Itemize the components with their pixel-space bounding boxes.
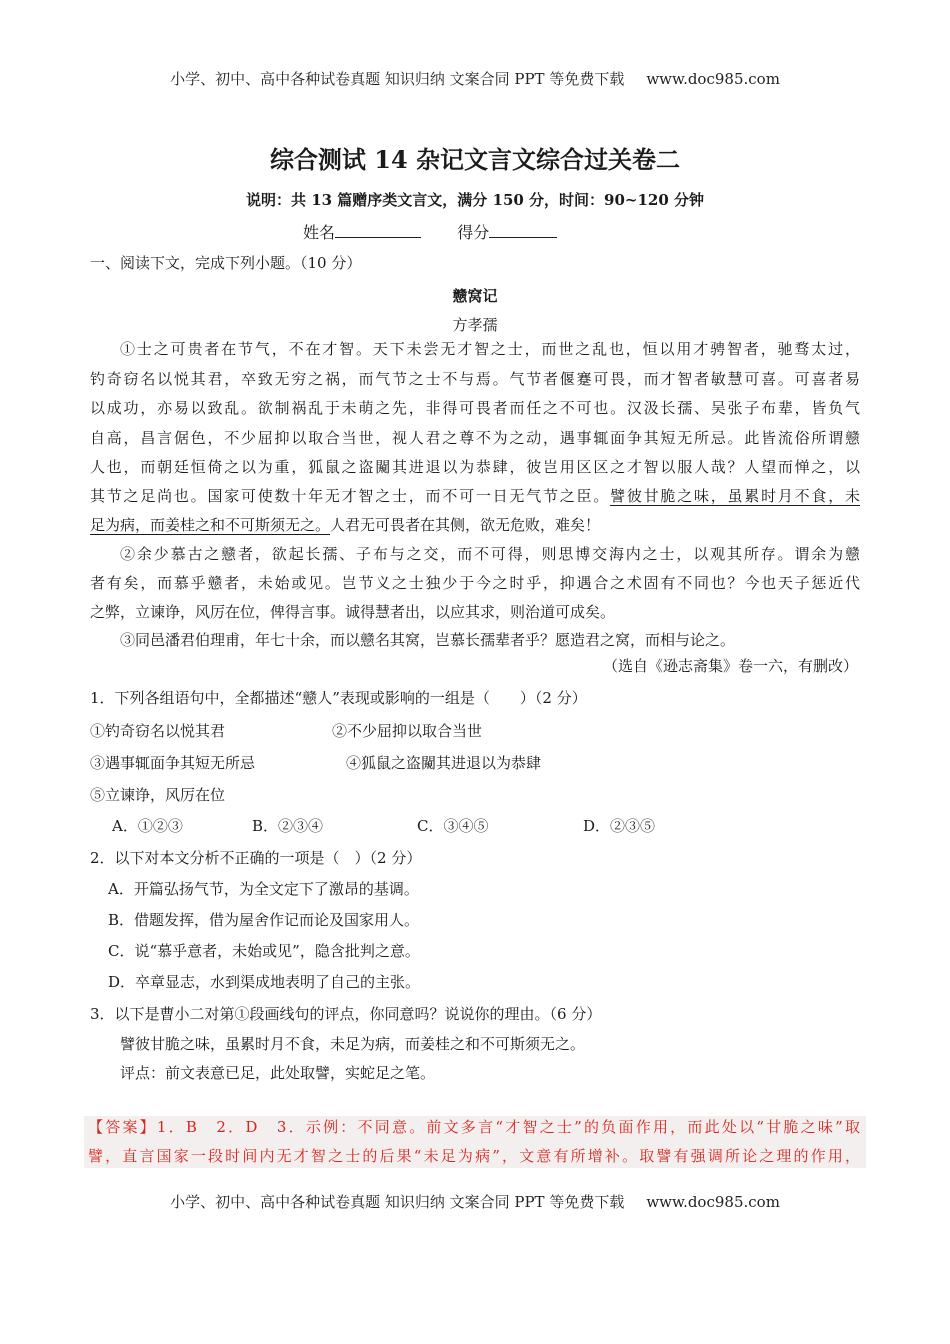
q1-option-d[interactable]: D．②③⑤ (583, 817, 656, 835)
q1-item: ③遇事辄面争其短无所忌 (90, 754, 256, 772)
passage-line: 钓奇窃名以悦其君，卒致无穷之祸，而气节之士不与焉。气节者偃蹇可畏，而才智者敏慧可喜。可喜者易 (90, 370, 860, 388)
passage-line (90, 513, 860, 537)
q1-option-c[interactable]: C．③④⑤ (417, 817, 489, 835)
passage-title: 戆窝记 (452, 287, 498, 305)
footer-url[interactable]: www.doc985.com (646, 1193, 780, 1211)
answer-line: 譬，直言国家一段时间内无才智之士的后果“未足为病”，文意有所增补。取譬有强调所论之理的作用， (88, 1147, 860, 1165)
score-label: 得分 (457, 223, 490, 242)
q1-item: ④狐鼠之盗闚其进退以为恭肆 (346, 754, 542, 772)
q2-option-b[interactable]: B．借题发挥，借为屋舍作记而论及国家用人。 (108, 911, 420, 929)
answer-line: 【答案】1．B 2．D 3．示例：不同意。前文多言“才智之士”的负面作用，而此处以“甘脆之味”取 (88, 1118, 860, 1136)
passage-line: 以成功，亦易以致乱。欲制祸乱于未萌之先，非得可畏者而任之不可也。汉汲长孺、吴张子布辈，皆负气 (90, 399, 860, 417)
question-1-stem: 1．下列各组语句中，全都描述“戆人”表现或影响的一组是（ ）（2 分） (90, 689, 587, 707)
passage-line: 人也，而朝廷恒倚之以为重，狐鼠之盗闚其进退以为恭肆，彼岂用区区之才智以服人哉？人望而惮之，以 (90, 458, 860, 476)
q1-option-b[interactable]: B．②③④ (252, 817, 324, 835)
passage-line: 自高，昌言倨色，不少屈抑以取合当世，视人君之尊不为之动，遇事辄面争其短无所忌。此皆流俗所谓戆 (90, 429, 860, 447)
passage-line: 之弊，立谏诤，风厉在位，俾得言事。诚得慧者出，以应其求，则治道可成矣。 (90, 603, 616, 621)
q3-comment: 评点：前文表意已足，此处取譬，实蛇足之笔。 (120, 1064, 436, 1082)
passage-line (90, 484, 860, 508)
footer-text: 小学、初中、高中各种试卷真题 知识归纳 文案合同 PPT 等免费下载 (170, 1193, 625, 1211)
underlined-sentence: 譬彼甘脆之味，虽累时月不食，未 (610, 487, 860, 505)
q1-option-a[interactable]: A．①②③ (112, 817, 183, 835)
q1-item: ①钓奇窃名以悦其君 (90, 722, 226, 740)
name-blank[interactable] (335, 222, 421, 238)
underlined-sentence: 足为病，而姜桂之和不可斯须无之。 (90, 516, 331, 534)
passage-line: ③同邑潘君伯理甫，年七十余，而以戆名其窝，岂慕长孺辈者乎？愿造君之窝，而相与论之。 (120, 631, 736, 649)
passage-line: 者有矣，而慕乎戆者，未始或见。岂节义之士独少于今之时乎，抑遇合之术固有不同也？今也天子惩近代 (90, 574, 860, 592)
passage-author: 方孝孺 (452, 316, 498, 334)
q3-quote: 譬彼甘脆之味，虽累时月不食，未足为病，而姜桂之和不可斯须无之。 (120, 1035, 586, 1053)
header-text: 小学、初中、高中各种试卷真题 知识归纳 文案合同 PPT 等免费下载 (170, 70, 625, 88)
q2-option-c[interactable]: C．说“慕乎意者，未始或见”，隐含批判之意。 (108, 942, 420, 960)
question-2-stem: 2．以下对本文分析不正确的一项是（ ）（2 分） (90, 849, 422, 867)
passage-text: 其节之足尚也。国家可使数十年无才智之士，而不可一日无气节之臣。 (90, 487, 611, 505)
q2-option-d[interactable]: D．卒章显志，水到渠成地表明了自己的主张。 (108, 973, 421, 991)
name-score-row (303, 220, 557, 243)
passage-text: 人君无可畏者在其侧，欲无危败，难矣！ (330, 516, 601, 534)
page-subtitle: 说明：共 13 篇赠序类文言文，满分 150 分，时间：90~120 分钟 (245, 191, 705, 209)
section-heading: 一、阅读下文，完成下列小题。（10 分） (90, 254, 362, 272)
passage-line: ①士之可贵者在节气，不在才智。天下未尝无才智之士，而世之乱也，恒以用才骋智者，驰骛太过， (120, 340, 860, 358)
q1-item: ②不少屈抑以取合当世 (332, 722, 483, 740)
score-blank[interactable] (489, 222, 557, 238)
q2-option-a[interactable]: A．开篇弘扬气节，为全文定下了激昂的基调。 (108, 880, 419, 898)
page-header (0, 68, 950, 89)
passage-source: （选自《逊志斋集》卷一六，有删改） (602, 657, 858, 675)
q1-item: ⑤立谏诤，风厉在位 (90, 786, 226, 804)
page-footer (0, 1191, 950, 1212)
name-label: 姓名 (303, 223, 336, 242)
header-url[interactable]: www.doc985.com (646, 70, 780, 88)
page-title: 综合测试 14 杂记文言文综合过关卷二 (269, 145, 681, 174)
passage-line: ②余少慕古之戆者，欲起长孺、子布与之交，而不可得，则思博交海内之士，以观其所存。谓余为戆 (120, 545, 860, 563)
question-3-stem: 3．以下是曹小二对第①段画线句的评点，你同意吗？说说你的理由。（6 分） (90, 1005, 602, 1023)
